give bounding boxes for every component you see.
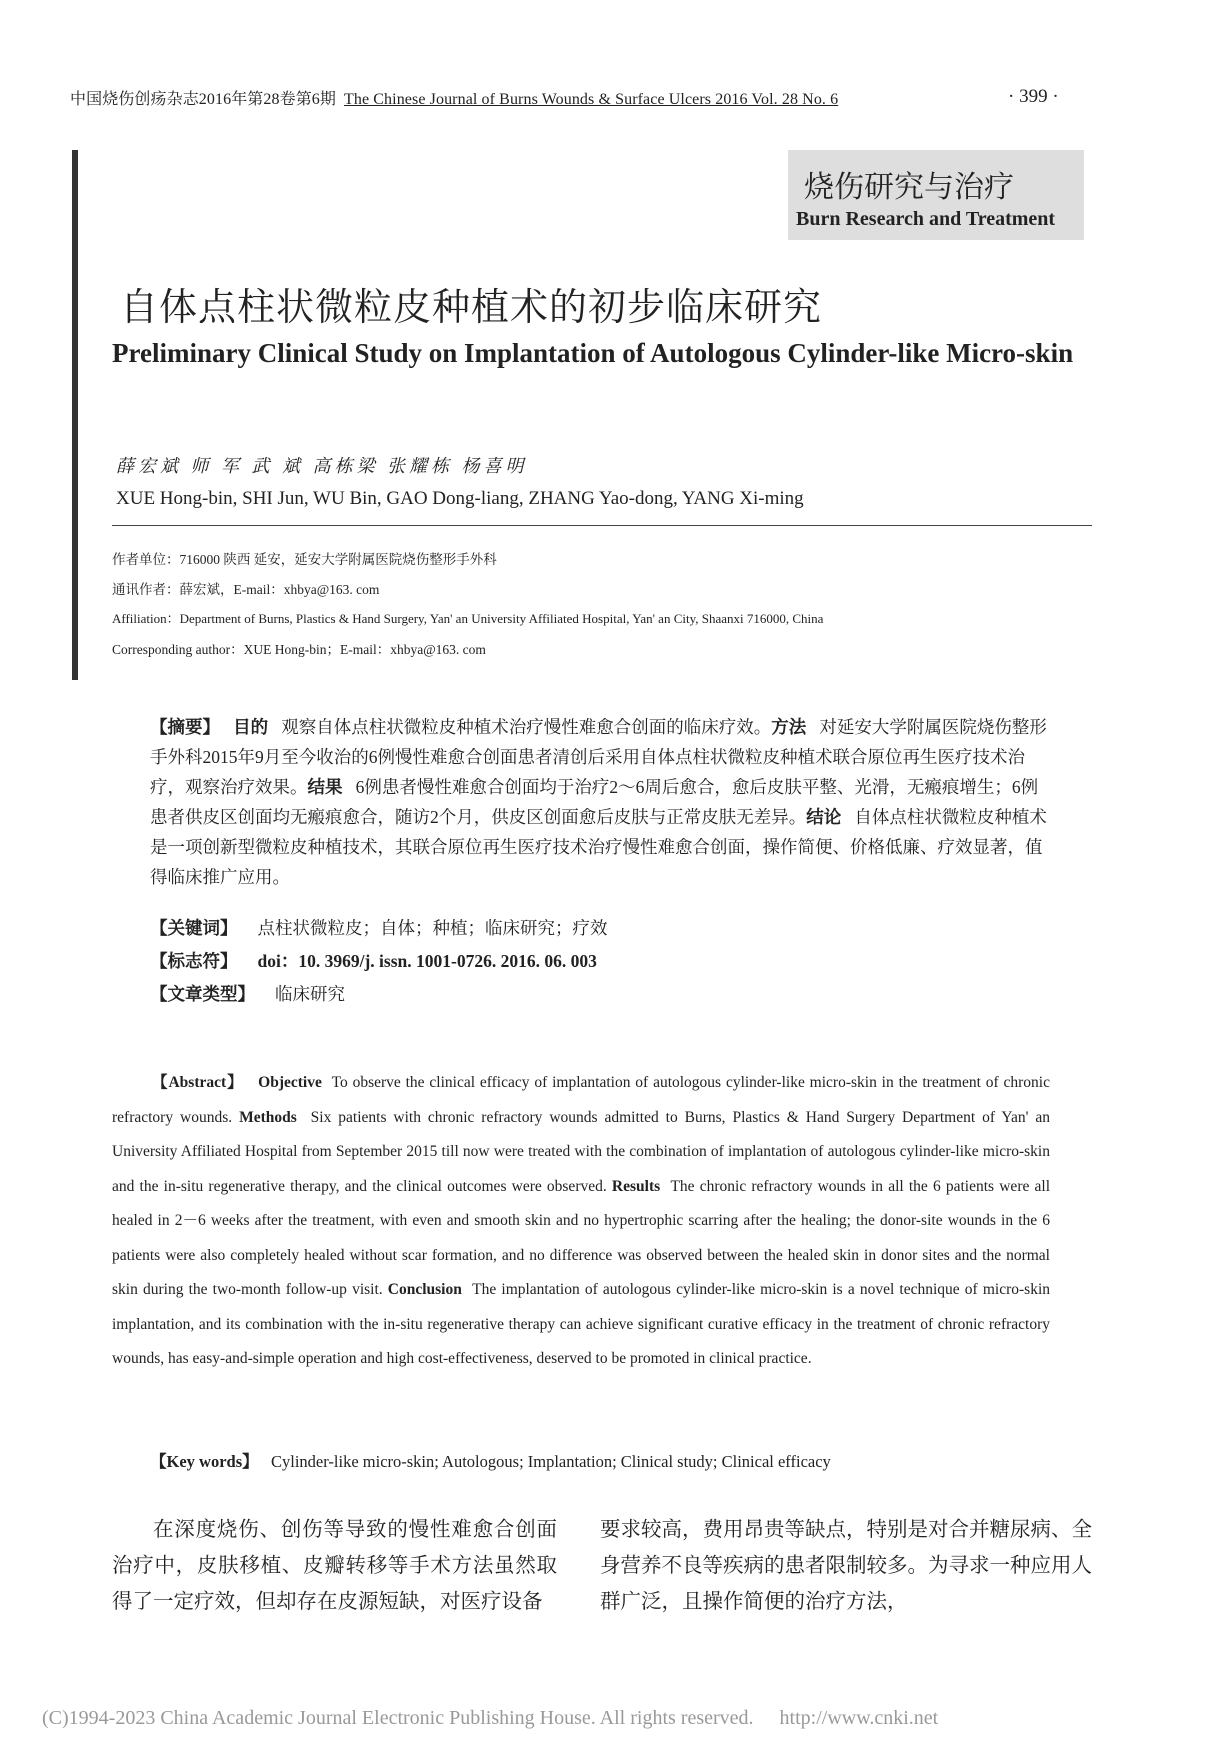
results-zh-label: 结果 bbox=[307, 777, 343, 797]
doi-value: doi：10. 3969/j. issn. 1001-0726. 2016. 06. 003 bbox=[257, 951, 597, 971]
results-en-label: Results bbox=[611, 1177, 661, 1195]
results-zh-text: 6例患者慢性难愈合创面均于治疗2～6周后愈合，愈后皮肤平整、光滑，无瘢痕增生；6例患者供皮区创面均无瘢痕愈合，随访2个月，供皮区创面愈后皮肤与正常皮肤无差异。 bbox=[150, 777, 1039, 827]
corresponding-author-zh: 通讯作者：薛宏斌，E-mail：xhbya@163. com bbox=[112, 582, 380, 597]
methods-en-text: Six patients with chronic refractory wounds admitted to Burns, Plastics & Hand Surgery Department of Yan' an University Affiliated Hospital from September 2015 till now were treated with the combination of implantation of autologous cylinder-like micro-skin and the in-situ regenerative therapy, and the clinical outcomes were observed. bbox=[112, 1108, 1051, 1195]
objective-zh-label: 目的 bbox=[233, 717, 269, 737]
divider bbox=[112, 525, 1092, 526]
article-title-en: Preliminary Clinical Study on Implantation of Autologous Cylinder-like Micro-skin bbox=[112, 338, 1074, 368]
conclusion-zh-text: 自体点柱状微粒皮种植术是一项创新型微粒皮种植技术，其联合原位再生医疗技术治疗慢性难愈合创面，操作简便、价格低廉、疗效显著，值得临床推广应用。 bbox=[150, 807, 1047, 887]
keywords-zh-value: 点柱状微粒皮；自体；种植；临床研究；疗效 bbox=[257, 918, 608, 938]
body-text-right-column: 要求较高，费用昂贵等缺点，特别是对合并糖尿病、全身营养不良等疾病的患者限制较多。为寻求一种应用人群广泛，且操作简便的治疗方法， bbox=[600, 1519, 1092, 1613]
methods-en-label: Methods bbox=[239, 1108, 297, 1126]
decorative-left-bar bbox=[72, 150, 78, 680]
affiliation-zh: 作者单位：716000 陕西 延安，延安大学附属医院烧伤整形手外科 bbox=[112, 552, 497, 567]
authors-zh: 薛宏斌 师 军 武 斌 高栋梁 张耀栋 杨喜明 bbox=[116, 456, 528, 476]
conclusion-zh-label: 结论 bbox=[806, 807, 842, 827]
methods-zh-label: 方法 bbox=[771, 717, 807, 737]
keywords-en-value: Cylinder-like micro-skin; Autologous; Implantation; Clinical study; Clinical efficacy bbox=[271, 1452, 831, 1471]
article-type-line bbox=[150, 981, 345, 1006]
abstract-zh bbox=[150, 712, 1055, 892]
doi-line bbox=[150, 948, 617, 973]
conclusion-en-text: The implantation of autologous cylinder-like micro-skin is a novel technique of micro-skin implantation, and its combination with the in-situ regenerative therapy can achieve significant curative efficacy in the treatment of chronic refractory wounds, has easy-and-simple operation and high cost-effectiveness, deserved to be promoted in clinical practice. bbox=[112, 1281, 1051, 1367]
page-number: · 399 · bbox=[1008, 86, 1059, 107]
abstract-en bbox=[112, 1066, 1050, 1377]
body-text-left-column: 在深度烧伤、创伤等导致的慢性难愈合创面治疗中，皮肤移植、皮瓣转移等手术方法虽然取得了一定疗效，但却存在皮源短缺，对医疗设备 bbox=[112, 1519, 557, 1613]
authors-en: XUE Hong-bin, SHI Jun, WU Bin, GAO Dong-liang, ZHANG Yao-dong, YANG Xi-ming bbox=[116, 488, 804, 509]
article-type-label: 【文章类型】 bbox=[150, 984, 255, 1004]
article-title-zh: 自体点柱状微粒皮种植术的初步临床研究 bbox=[120, 287, 823, 329]
keywords-en-label: 【Key words】 bbox=[150, 1452, 259, 1471]
affiliation-en: Affiliation：Department of Burns, Plastics & Hand Surgery, Yan' an University Affiliated Hospital, Yan' an City, Shaanxi 716000, China bbox=[112, 611, 824, 626]
objective-en-label: Objective bbox=[258, 1074, 322, 1091]
running-header bbox=[70, 86, 838, 109]
journal-name-en: The Chinese Journal of Burns Wounds & Surface Ulcers 2016 Vol. 28 No. 6 bbox=[344, 91, 839, 108]
keywords-zh-label: 【关键词】 bbox=[150, 918, 238, 938]
objective-zh-text: 观察自体点柱状微粒皮种植术治疗慢性难愈合创面的临床疗效。 bbox=[281, 717, 772, 737]
footer bbox=[42, 1707, 938, 1730]
section-title-zh: 烧伤研究与治疗 bbox=[804, 171, 1014, 204]
results-en-text: The chronic refractory wounds in all the 6 patients were all healed in 2－6 weeks after the treatment, with even and smooth skin and no hypertrophic scarring after the healing; the donor-site wounds in the 6 patients were also completely healed without scar formation, and no difference was observed between the healed skin in donor sites and the normal skin during the two-month follow-up visit. bbox=[112, 1177, 1051, 1298]
keywords-zh bbox=[150, 915, 608, 940]
abstract-zh-label: 【摘要】 bbox=[150, 717, 220, 737]
article-type-value: 临床研究 bbox=[275, 984, 345, 1004]
abstract-en-label: 【Abstract】 bbox=[152, 1074, 244, 1091]
doi-label: 【标志符】 bbox=[150, 951, 238, 971]
section-title-en: Burn Research and Treatment bbox=[796, 208, 1056, 230]
journal-name-zh: 中国烧伤创疡杂志2016年第28卷第6期 bbox=[70, 91, 337, 108]
objective-en-text: To observe the clinical efficacy of implantation of autologous cylinder-like micro-skin in the treatment of chronic refractory wounds. bbox=[112, 1074, 1050, 1126]
keywords-en bbox=[150, 1448, 831, 1472]
corresponding-author-en: Corresponding author：XUE Hong-bin；E-mail：xhbya@163. com bbox=[112, 642, 486, 657]
conclusion-en-label: Conclusion bbox=[387, 1281, 462, 1298]
footer-copyright: (C)1994-2023 China Academic Journal Electronic Publishing House. All rights reserved. bbox=[42, 1707, 754, 1729]
methods-zh-text: 对延安大学附属医院烧伤整形手外科2015年9月至今收治的6例慢性难愈合创面患者清创后采用自体点柱状微粒皮种植术联合原位再生医疗技术治疗，观察治疗效果。 bbox=[150, 717, 1047, 797]
footer-url[interactable]: http://www.cnki.net bbox=[779, 1707, 939, 1729]
